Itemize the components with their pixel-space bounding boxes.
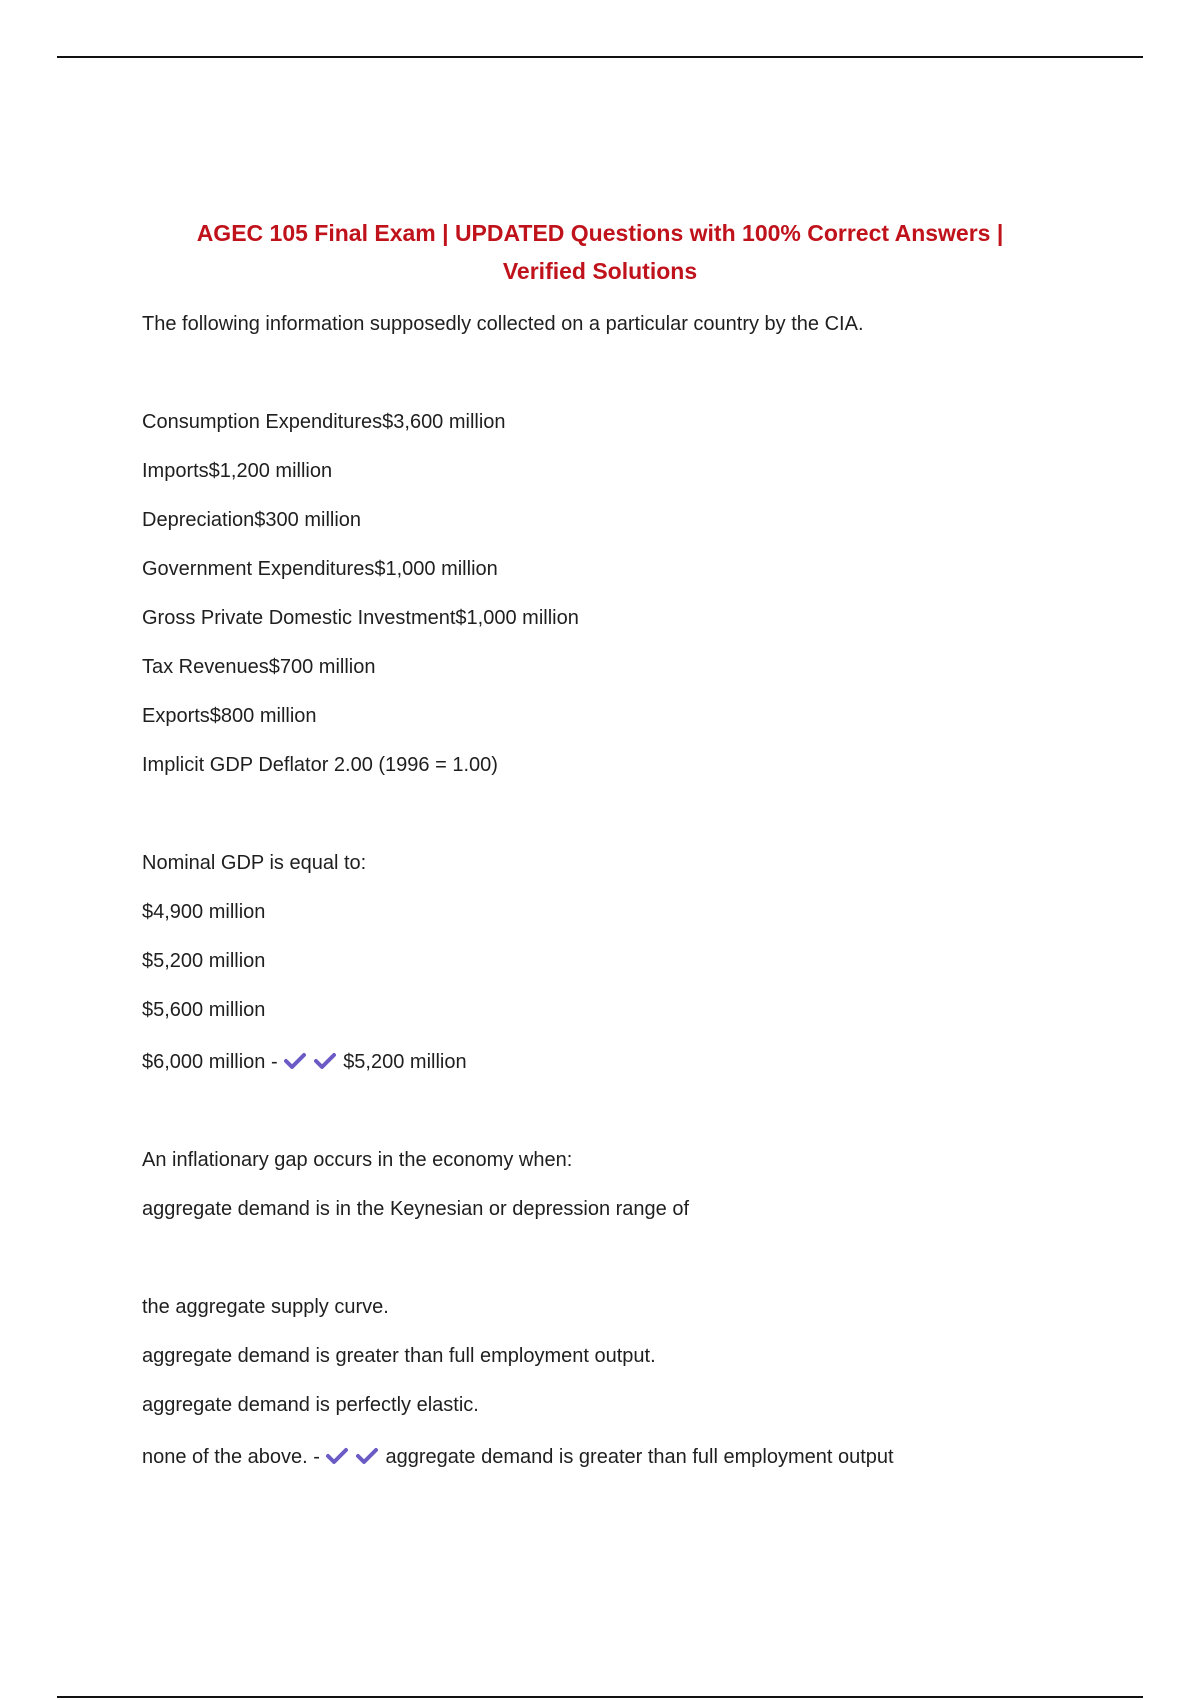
q1-option: $5,600 million	[142, 999, 266, 1021]
data-item-depreciation: Depreciation$300 million	[142, 509, 362, 531]
data-item-exports: Exports$800 million	[142, 705, 317, 727]
check-icon	[283, 1051, 307, 1071]
data-item-consumption: Consumption Expenditures$3,600 million	[142, 411, 506, 433]
q2-option: aggregate demand is perfectly elastic.	[142, 1394, 479, 1416]
q1-last-option: $6,000 million -	[142, 1051, 284, 1073]
question-2: An inflationary gap occurs in the economy when:	[142, 1149, 573, 1171]
q2-answer: aggregate demand is greater than full employment output	[385, 1446, 894, 1468]
data-item-deflator: Implicit GDP Deflator 2.00 (1996 = 1.00)	[142, 754, 498, 776]
q2-option-a-part1: aggregate demand is in the Keynesian or depression range of	[142, 1198, 690, 1220]
check-icon	[313, 1051, 337, 1071]
document-title	[142, 214, 1058, 290]
q2-answer-line	[142, 1444, 894, 1470]
data-item-investment: Gross Private Domestic Investment$1,000 million	[142, 607, 579, 629]
intro-text: The following information supposedly collected on a particular country by the CIA.	[142, 313, 864, 335]
q1-answer-line	[142, 1049, 467, 1075]
data-item-government: Government Expenditures$1,000 million	[142, 558, 498, 580]
data-item-imports: Imports$1,200 million	[142, 460, 333, 482]
question-1: Nominal GDP is equal to:	[142, 852, 367, 874]
title-line-2: Verified Solutions	[502, 258, 698, 284]
q2-last-option: none of the above. -	[142, 1446, 326, 1468]
footer-rule	[57, 1696, 1143, 1698]
q1-option: $5,200 million	[142, 950, 266, 972]
q1-answer: $5,200 million	[343, 1051, 467, 1073]
q1-option: $4,900 million	[142, 901, 266, 923]
data-item-tax: Tax Revenues$700 million	[142, 656, 376, 678]
q2-option-a-part2: the aggregate supply curve.	[142, 1296, 389, 1318]
title-line-1: AGEC 105 Final Exam | UPDATED Questions with 100% Correct Answers |	[196, 220, 1004, 246]
check-icon	[355, 1446, 379, 1466]
check-icon	[325, 1446, 349, 1466]
q2-option: aggregate demand is greater than full employment output.	[142, 1345, 656, 1367]
header-rule	[57, 56, 1143, 58]
